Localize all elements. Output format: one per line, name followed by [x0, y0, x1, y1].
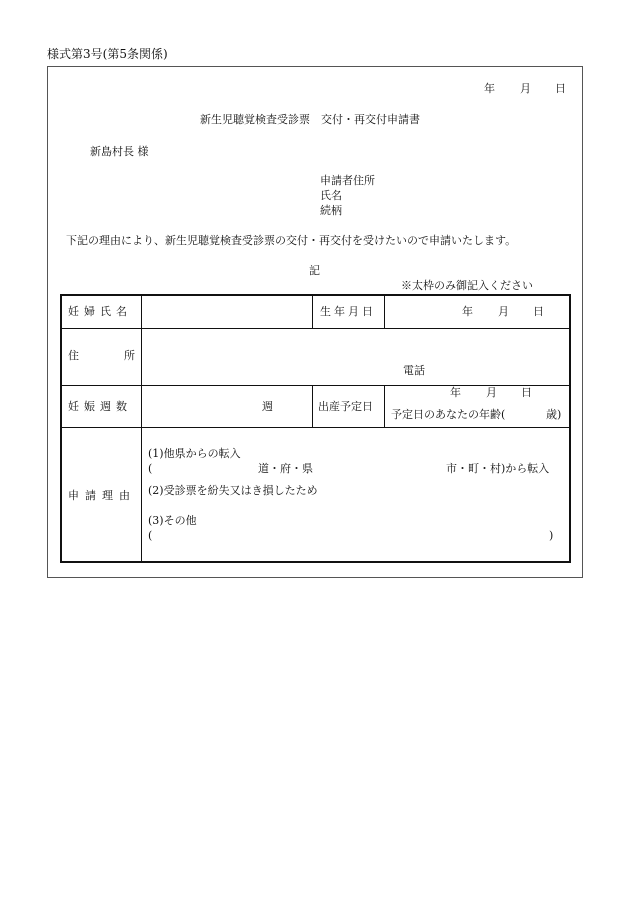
- reason-1: (1)他県からの転入: [148, 447, 241, 460]
- applicant-address-label: 申請者住所: [320, 174, 375, 187]
- address-label-1: 住: [68, 349, 79, 362]
- due-year-label: 年: [450, 386, 461, 399]
- form-number: 様式第3号(第5条関係): [47, 47, 168, 61]
- reason-label: 申請理由: [68, 489, 136, 502]
- date-day-label: 日: [555, 82, 566, 95]
- age-label: 予定日のあなたの年齢(: [391, 408, 506, 421]
- birth-day-label: 日: [533, 305, 544, 318]
- date-year-label: 年: [484, 82, 495, 95]
- reason-1-open-paren: (: [148, 462, 153, 475]
- due-day-label: 日: [521, 386, 532, 399]
- due-date-label: 出産予定日: [318, 400, 373, 413]
- reason-1-city: 市・町・村)から転入: [446, 462, 550, 475]
- date-month-label: 月: [520, 82, 531, 95]
- reason-3: (3)その他: [148, 514, 197, 527]
- applicant-relation-label: 続柄: [320, 204, 342, 217]
- fill-note: ※太枠のみ御記入ください: [401, 279, 533, 292]
- column-divider: [384, 296, 385, 328]
- reason-3-open-paren: (: [148, 529, 153, 542]
- reason-3-close-paren: ): [549, 529, 554, 542]
- birth-year-label: 年: [462, 305, 473, 318]
- birth-month-label: 月: [498, 305, 509, 318]
- row-divider: [62, 427, 569, 428]
- reason-2: (2)受診票を紛失又はき損したため: [148, 484, 318, 497]
- phone-label: 電話: [403, 364, 425, 377]
- birthdate-label: 生年月日: [320, 305, 376, 318]
- column-divider: [312, 296, 313, 328]
- reason-1-prefecture: 道・府・県: [258, 462, 313, 475]
- weeks-unit: 週: [262, 400, 273, 413]
- column-divider: [384, 385, 385, 427]
- mother-name-label: 妊婦氏名: [68, 305, 132, 318]
- request-statement: 下記の理由により、新生児聴覚検査受診票の交付・再交付を受けたいので申請いたします。: [66, 234, 517, 247]
- weeks-label: 妊娠週数: [68, 400, 132, 413]
- column-divider: [312, 385, 313, 427]
- address-label-2: 所: [124, 349, 135, 362]
- ki-label: 記: [309, 264, 320, 277]
- addressee: 新島村長 様: [90, 145, 149, 158]
- row-divider: [62, 328, 569, 329]
- application-table: [60, 294, 571, 563]
- label-column-divider: [141, 296, 142, 563]
- document-title: 新生児聴覚検査受診票 交付・再交付申請書: [200, 113, 420, 126]
- applicant-name-label: 氏名: [320, 189, 342, 202]
- age-unit: 歳): [546, 408, 562, 421]
- due-month-label: 月: [486, 386, 497, 399]
